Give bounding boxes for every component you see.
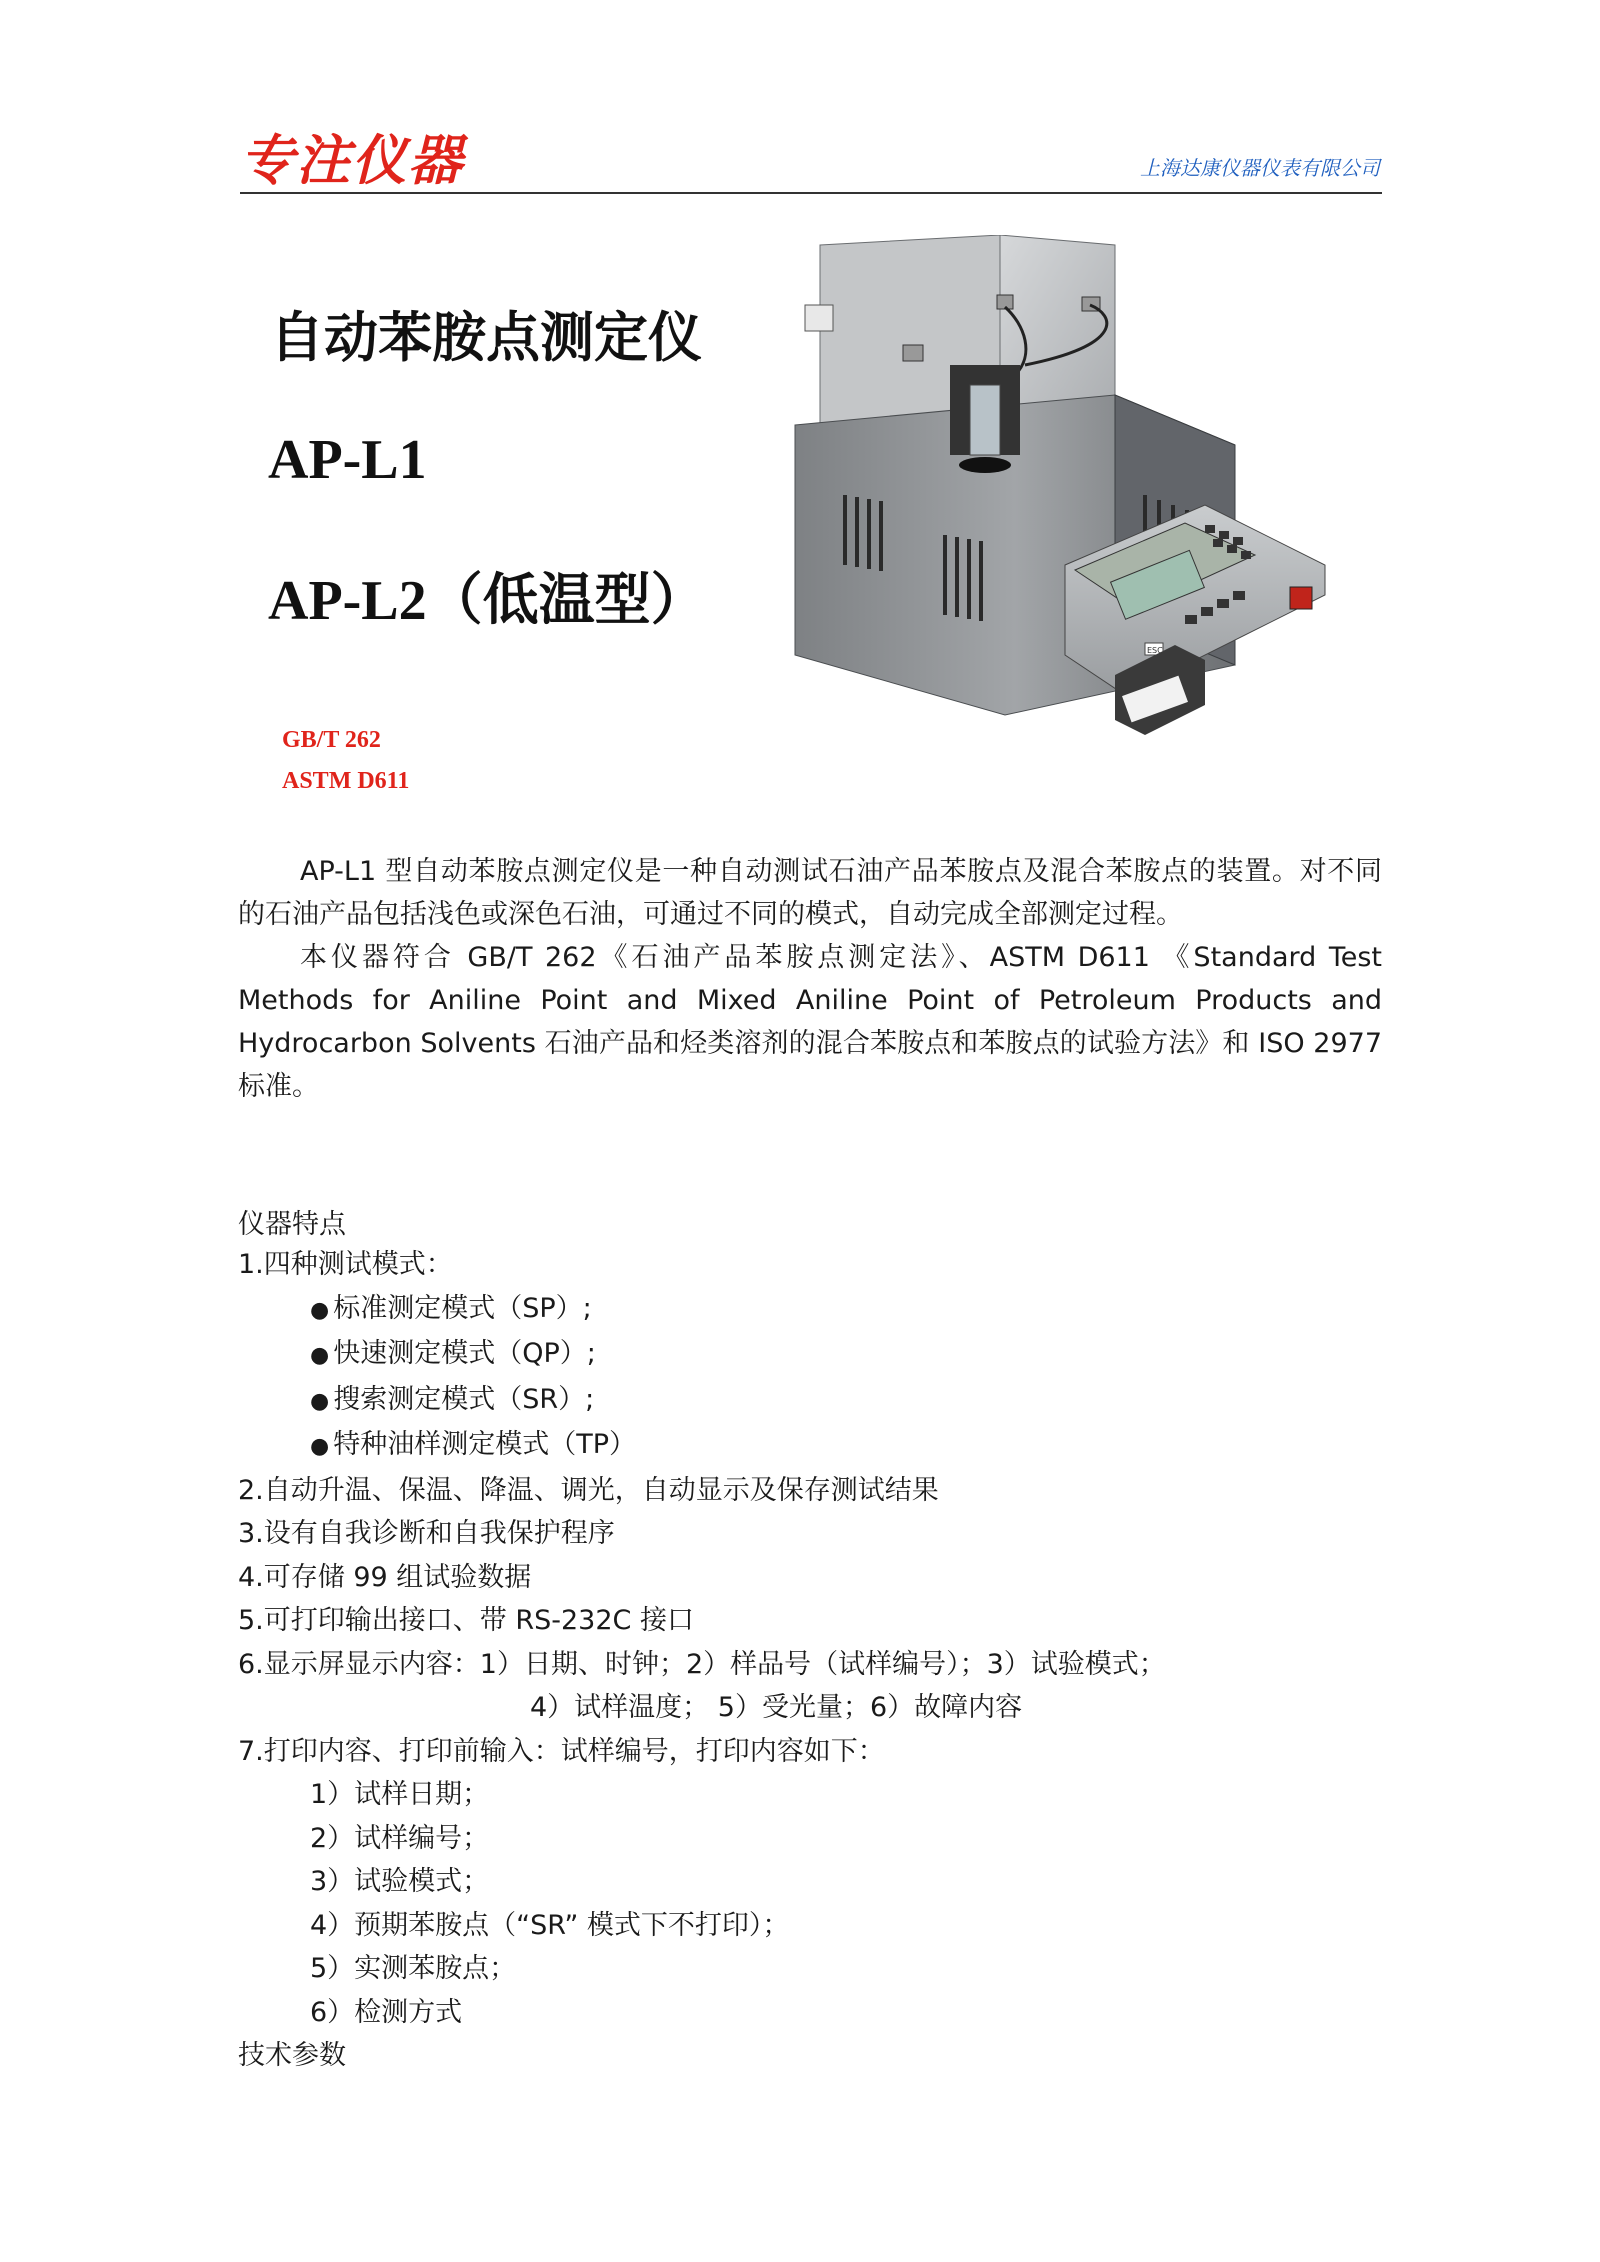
list-item: ● 搜索测定模式（SR）; bbox=[238, 1378, 1166, 1424]
list-item: 6.显示屏显示内容：1）日期、时钟；2）样品号（试样编号）；3）试验模式； bbox=[238, 1648, 1166, 1680]
esc-key-label: ESC bbox=[1147, 646, 1163, 655]
list-item: 7.打印内容、打印前输入：试样编号，打印内容如下： bbox=[238, 1735, 885, 1767]
list-item: ● 标准测定模式（SP）; bbox=[238, 1287, 1166, 1333]
company-name: 上海达康仪器仪表有限公司 bbox=[1140, 156, 1380, 180]
product-title: 自动苯胺点测定仪 bbox=[270, 306, 702, 369]
intro-paragraph-2: 本仪器符合 GB/T 262《石油产品苯胺点测定法》、ASTM D611 《Standard Test Methods for Aniline Point and Mixed Aniline Point of Petroleum Products and Hydrocarbon Solvents 石油产品和烃类溶剂的混合苯胺点和苯胺点的试验方法》和 ISO 2977 标准。 bbox=[238, 942, 1382, 1102]
list-item: 1）试样日期； bbox=[310, 1779, 490, 1810]
model-ap-l2: AP-L2（低温型） bbox=[268, 570, 707, 632]
list-item: 3）试验模式； bbox=[310, 1866, 490, 1897]
header-divider bbox=[240, 192, 1382, 194]
list-item: 5）实测苯胺点； bbox=[310, 1953, 517, 1984]
list-item: 4）试样温度； 5）受光量；6）故障内容 bbox=[530, 1692, 1023, 1723]
features-list bbox=[238, 1243, 1166, 2078]
intro-section bbox=[238, 850, 1382, 1108]
intro-paragraph-1: AP-L1 型自动苯胺点测定仪是一种自动测试石油产品苯胺点及混合苯胺点的装置。对不同的石油产品包括浅色或深色石油，可通过不同的模式，自动完成全部测定过程。 bbox=[238, 856, 1382, 930]
list-item: 5.可打印输出接口、带 RS-232C 接口 bbox=[238, 1605, 694, 1636]
list-item: 3.设有自我诊断和自我保护程序 bbox=[238, 1518, 615, 1549]
features-heading: 仪器特点 bbox=[238, 1209, 346, 1240]
product-photo bbox=[785, 235, 1345, 795]
list-item: 4.可存储 99 组试验数据 bbox=[238, 1561, 532, 1593]
list-item: 6）检测方式 bbox=[310, 1996, 463, 2028]
list-item: 1.四种测试模式： bbox=[238, 1249, 453, 1280]
standard-gbt262: GB/T 262 bbox=[282, 727, 381, 753]
list-item: 2）试样编号； bbox=[310, 1822, 490, 1854]
list-item: ● 快速测定模式（QP）; bbox=[238, 1332, 1166, 1378]
list-item: ● 特种油样测定模式（TP） bbox=[238, 1423, 1166, 1469]
list-item: 4）预期苯胺点（“SR” 模式下不打印）； bbox=[310, 1909, 790, 1941]
list-item: 2.自动升温、保温、降温、调光，自动显示及保存测试结果 bbox=[238, 1474, 939, 1506]
tech-params-heading: 技术参数 bbox=[238, 2040, 346, 2071]
brand-logo: 专注仪器 bbox=[240, 129, 464, 192]
standard-astm-d611: ASTM D611 bbox=[282, 768, 410, 794]
model-ap-l1: AP-L1 bbox=[268, 429, 427, 491]
